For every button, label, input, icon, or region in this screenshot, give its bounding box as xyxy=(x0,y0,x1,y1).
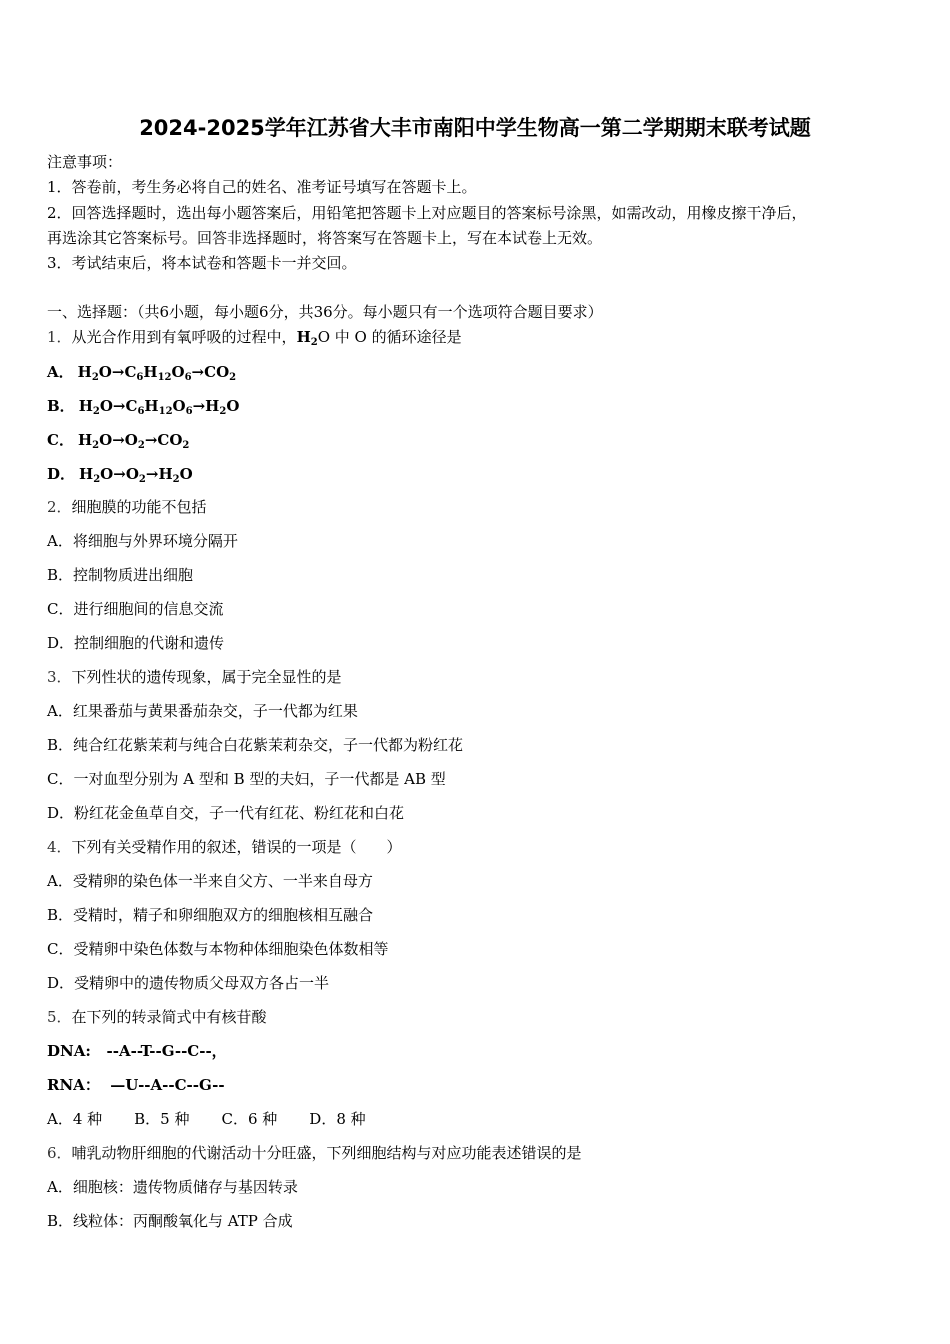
dna-sequence: DNA: --A--T--G--C--， xyxy=(47,1042,227,1060)
question-2-option-d[interactable]: D．控制细胞的代谢和遗传 xyxy=(47,634,225,652)
question-4-option-b[interactable]: B．受精时，精子和卵细胞双方的细胞核相互融合 xyxy=(47,906,374,924)
rna-sequence: RNA： —U--A--C--G-- xyxy=(47,1076,225,1094)
question-1-option-d[interactable]: D． $H_2O\to O_2\to H_2O$ xyxy=(47,465,193,485)
question-number: 1． xyxy=(47,328,72,346)
question-5: 5．在下列的转录简式中有核苷酸 xyxy=(47,1008,267,1026)
notice-item-2-cont: 再选涂其它答案标号。回答非选择题时，将答案写在答题卡上，写在本试卷上无效。 xyxy=(47,229,603,247)
question-4-option-d[interactable]: D．受精卵中的遗传物质父母双方各占一半 xyxy=(47,974,330,992)
question-3: 3．下列性状的遗传现象，属于完全显性的是 xyxy=(47,668,342,686)
question-3-option-a[interactable]: A．红果番茄与黄果番茄杂交，子一代都为红果 xyxy=(47,702,358,720)
question-4-option-c[interactable]: C．受精卵中染色体数与本物种体细胞染色体数相等 xyxy=(47,940,389,958)
question-2: 2．细胞膜的功能不包括 xyxy=(47,498,207,516)
question-stem: 从光合作用到有氧呼吸的过程中， xyxy=(71,328,297,346)
notice-item-1: 1．答卷前，考生务必将自己的姓名、准考证号填写在答题卡上。 xyxy=(47,178,477,196)
question-2-option-b[interactable]: B．控制物质进出细胞 xyxy=(47,566,194,584)
question-3-option-d[interactable]: D．粉红花金鱼草自交，子一代有红花、粉红花和白花 xyxy=(47,804,405,822)
question-6: 6．哺乳动物肝细胞的代谢活动十分旺盛，下列细胞结构与对应功能表述错误的是 xyxy=(47,1144,582,1162)
question-5-option-d[interactable]: D．8 种 xyxy=(309,1110,366,1128)
question-5-option-a[interactable]: A．4 种 xyxy=(47,1110,103,1128)
question-6-option-b[interactable]: B．线粒体：丙酮酸氧化与 ATP 合成 xyxy=(47,1212,293,1230)
question-2-option-c[interactable]: C．进行细胞间的信息交流 xyxy=(47,600,224,618)
question-3-option-b[interactable]: B．纯合红花紫茉莉与纯合白花紫茉莉杂交，子一代都为粉红花 xyxy=(47,736,464,754)
notice-heading: 注意事项： xyxy=(47,153,123,171)
question-4: 4．下列有关受精作用的叙述，错误的一项是（ ） xyxy=(47,838,402,856)
notice-item-3: 3．考试结束后，将本试卷和答题卡一并交回。 xyxy=(47,254,357,272)
question-1: 1．从光合作用到有氧呼吸的过程中，$H_2O$ 中 O 的循环途径是 xyxy=(47,328,462,348)
question-5-option-b[interactable]: B．5 种 xyxy=(134,1110,190,1128)
question-6-option-a[interactable]: A．细胞核：遗传物质储存与基因转录 xyxy=(47,1178,298,1196)
section-heading: 一、选择题：（共6小题，每小题6分，共36分。每小题只有一个选项符合题目要求） xyxy=(47,303,603,321)
question-1-option-c[interactable]: C． $H_2O\to O_2\to CO_2$ xyxy=(47,431,190,451)
question-3-option-c[interactable]: C．一对血型分别为 A 型和 B 型的夫妇，子一代都是 AB 型 xyxy=(47,770,446,788)
question-1-option-a[interactable]: A． $H_2O\to C_6H_{12}O_6\to CO_2$ xyxy=(47,363,237,383)
question-2-option-a[interactable]: A．将细胞与外界环境分隔开 xyxy=(47,532,238,550)
page-title: 2024-2025学年江苏省大丰市南阳中学生物高一第二学期期末联考试题 xyxy=(139,116,811,140)
question-4-option-a[interactable]: A．受精卵的染色体一半来自父方、一半来自母方 xyxy=(47,872,373,890)
question-1-option-b[interactable]: B． $H_2O\to C_6H_{12}O_6\to H_2O$ xyxy=(47,397,240,417)
question-5-options xyxy=(47,1109,398,1129)
notice-item-2: 2．回答选择题时，选出每小题答案后，用铅笔把答题卡上对应题目的答案标号涂黑，如需改动，用橡皮擦干净后， xyxy=(47,204,807,222)
question-5-option-c[interactable]: C．6 种 xyxy=(221,1110,278,1128)
